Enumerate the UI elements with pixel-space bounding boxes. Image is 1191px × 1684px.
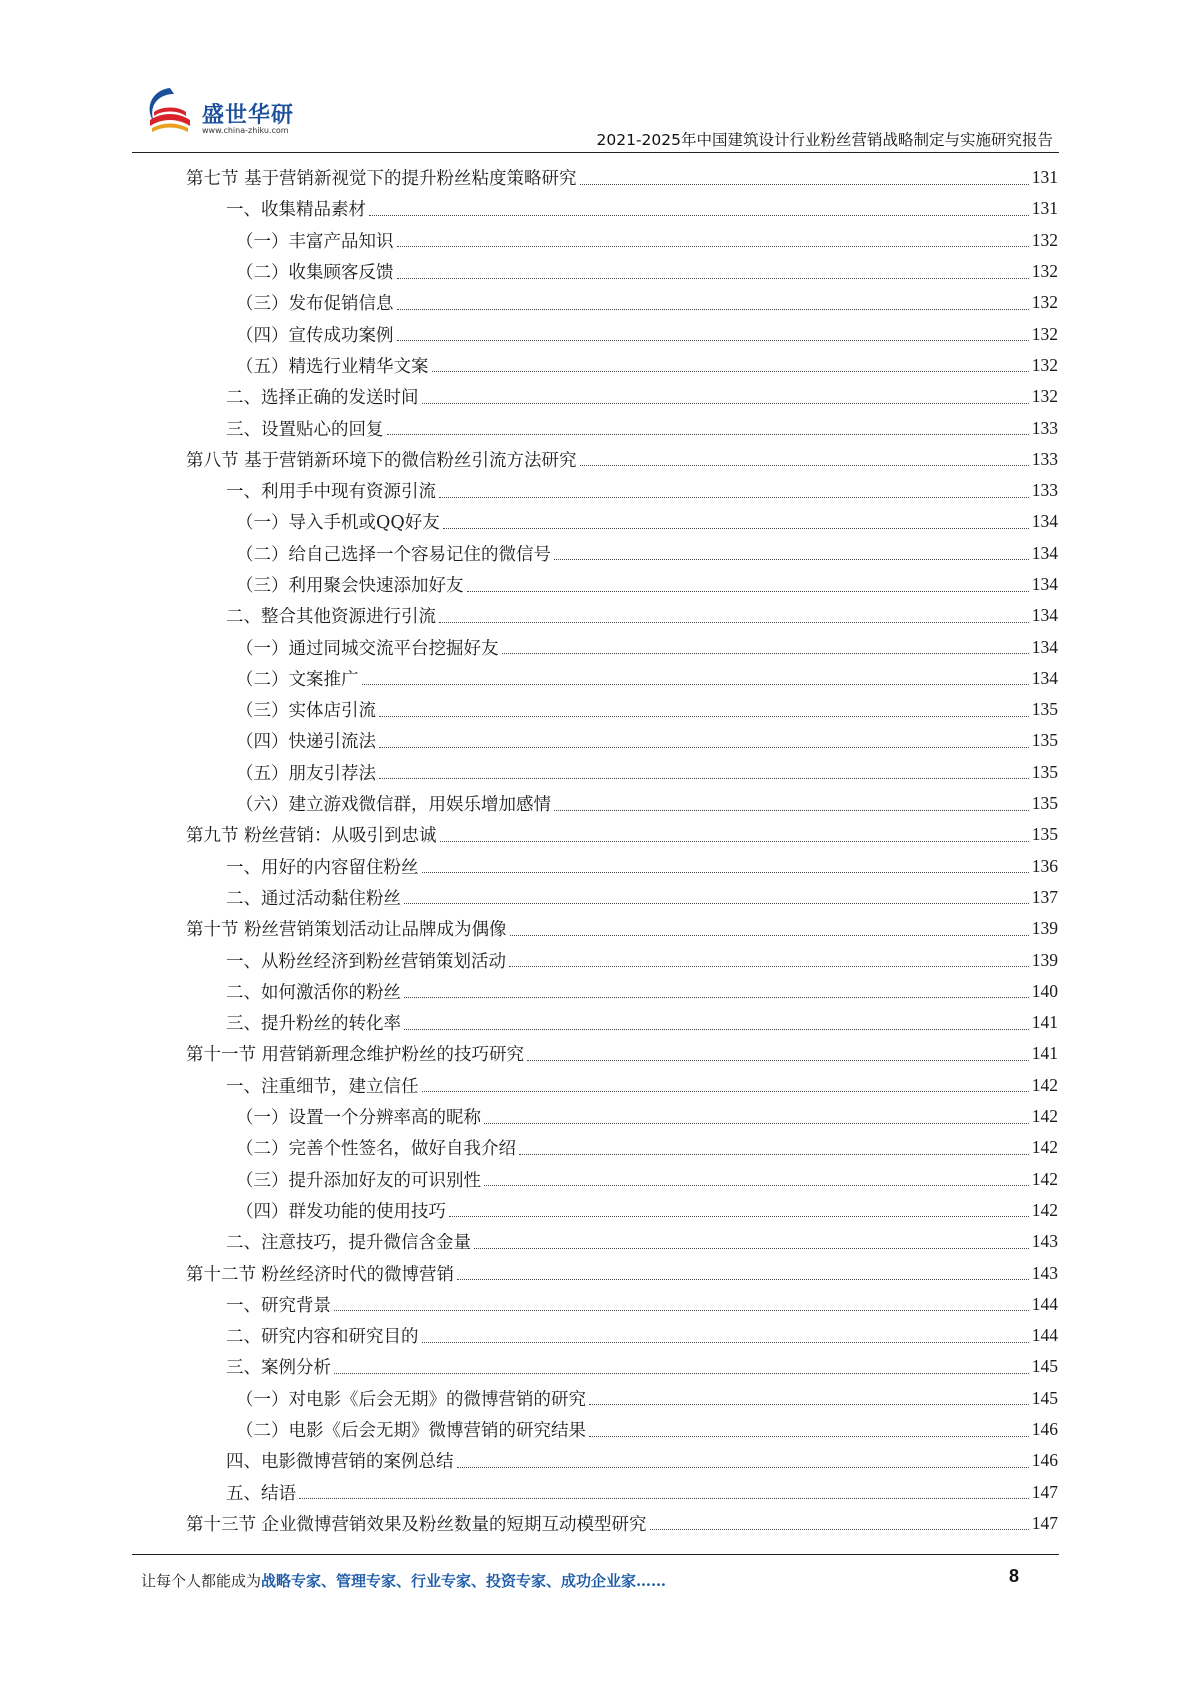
toc-entry-title: 一、注重细节，建立信任 [226,1076,419,1097]
toc-entry-title: （一）对电影《后会无期》的微博营销的研究 [236,1389,586,1410]
toc-entry-title: （一）丰富产品知识 [236,231,394,252]
toc-entry[interactable] [186,1101,1058,1132]
toc-leader-dots [439,496,1029,498]
toc-entry-page: 142 [1031,1074,1058,1095]
toc-entry-title: （六）建立游戏微信群，用娱乐增加感情 [236,795,551,816]
toc-entry[interactable] [186,1132,1058,1163]
toc-leader-dots [422,1341,1029,1343]
header-divider [132,152,1059,153]
toc-entry-title: 第十节 粉丝营销策划活动让品牌成为偶像 [186,920,507,941]
toc-entry[interactable] [186,350,1058,381]
toc-entry[interactable] [186,1257,1058,1288]
toc-leader-dots [554,809,1029,811]
toc-entry-page: 132 [1031,354,1058,375]
toc-entry[interactable] [186,1164,1058,1195]
toc-entry-page: 134 [1031,511,1058,532]
toc-entry-title: （二）文案推广 [236,669,359,690]
toc-leader-dots [397,277,1029,279]
toc-entry-title: （二）给自己选择一个容易记住的微信号 [236,544,551,565]
toc-leader-dots [422,871,1029,873]
toc-leader-dots [457,1466,1029,1468]
toc-entry-page: 144 [1031,1293,1058,1314]
toc-entry[interactable] [186,193,1058,224]
footer-slogan [141,1570,666,1591]
toc-leader-dots [484,1184,1029,1186]
toc-leader-dots [457,1278,1029,1280]
toc-entry-page: 131 [1031,198,1058,219]
toc-entry[interactable] [186,287,1058,318]
toc-leader-dots [589,1435,1029,1437]
toc-entry-page: 133 [1031,480,1058,501]
toc-entry-title: （三）发布促销信息 [236,294,394,315]
toc-entry[interactable] [186,1414,1058,1445]
toc-entry-page: 139 [1031,918,1058,939]
toc-entry[interactable] [186,976,1058,1007]
toc-entry[interactable] [186,944,1058,975]
toc-entry-title: （一）设置一个分辨率高的昵称 [236,1108,481,1129]
toc-entry[interactable] [186,1445,1058,1476]
toc-entry-page: 136 [1031,855,1058,876]
toc-entry-page: 144 [1031,1325,1058,1346]
toc-entry-title: （三）提升添加好友的可识别性 [236,1170,481,1191]
toc-leader-dots [439,621,1029,623]
toc-entry-title: 第十三节 企业微博营销效果及粉丝数量的短期互动模型研究 [186,1514,647,1535]
toc-entry-title: 二、通过活动黏住粉丝 [226,888,401,909]
toc-entry-title: （一）导入手机或QQ好友 [236,513,440,534]
toc-entry[interactable] [186,913,1058,944]
toc-leader-dots [379,746,1029,748]
toc-entry-page: 146 [1031,1450,1058,1471]
toc-entry-title: 二、注意技巧，提升微信含金量 [226,1233,471,1254]
toc-entry-title: 三、提升粉丝的转化率 [226,1014,401,1035]
toc-entry[interactable] [186,631,1058,662]
toc-entry-title: 二、整合其他资源进行引流 [226,607,436,628]
toc-entry-title: 一、利用手中现有资源引流 [226,482,436,503]
toc-leader-dots [422,1090,1029,1092]
toc-entry-title: 一、用好的内容留住粉丝 [226,857,419,878]
toc-entry-title: 一、研究背景 [226,1295,331,1316]
toc-leader-dots [650,1528,1029,1530]
toc-entry[interactable] [186,162,1058,193]
toc-entry[interactable] [186,1508,1058,1539]
toc-entry-title: （四）群发功能的使用技巧 [236,1201,446,1222]
toc-entry-page: 135 [1031,761,1058,782]
toc-entry[interactable] [186,1320,1058,1351]
toc-entry-page: 134 [1031,636,1058,657]
toc-entry-page: 142 [1031,1199,1058,1220]
table-of-contents [186,162,1058,1539]
toc-leader-dots [474,1247,1029,1249]
footer-divider [132,1554,1059,1555]
toc-entry[interactable] [186,694,1058,725]
toc-entry[interactable] [186,1351,1058,1382]
toc-leader-dots [467,590,1029,592]
toc-leader-dots [509,965,1029,967]
toc-entry[interactable] [186,475,1058,506]
toc-entry-title: （二）完善个性签名，做好自我介绍 [236,1139,516,1160]
toc-entry-title: 二、研究内容和研究目的 [226,1327,419,1348]
toc-entry-page: 146 [1031,1419,1058,1440]
toc-entry[interactable] [186,1007,1058,1038]
toc-entry-title: （一）通过同城交流平台挖掘好友 [236,638,499,659]
toc-leader-dots [519,1153,1029,1155]
toc-entry-title: 五、结语 [226,1483,296,1504]
toc-entry[interactable] [186,1476,1058,1507]
toc-leader-dots [449,1215,1029,1217]
toc-entry-page: 132 [1031,323,1058,344]
toc-entry-page: 140 [1031,980,1058,1001]
toc-entry[interactable] [186,600,1058,631]
toc-leader-dots [362,683,1029,685]
document-title: 2021-2025年中国建筑设计行业粉丝营销战略制定与实施研究报告 [596,131,1053,149]
toc-entry-page: 147 [1031,1481,1058,1502]
toc-entry[interactable] [186,725,1058,756]
logo-name: 盛世华研 [202,103,295,128]
toc-entry-page: 143 [1031,1231,1058,1252]
toc-entry-page: 135 [1031,793,1058,814]
toc-entry-title: （四）快递引流法 [236,732,376,753]
toc-leader-dots [379,777,1029,779]
toc-entry-page: 132 [1031,261,1058,282]
toc-entry-page: 133 [1031,417,1058,438]
toc-entry[interactable] [186,851,1058,882]
brand-logo [140,82,330,150]
toc-entry-title: 一、从粉丝经济到粉丝营销策划活动 [226,951,506,972]
toc-leader-dots [397,339,1029,341]
footer-slogan-highlight: 战略专家、管理专家、行业专家、投资专家、成功企业家…… [261,1572,667,1590]
toc-leader-dots [397,245,1029,247]
toc-entry[interactable] [186,819,1058,850]
toc-entry-page: 135 [1031,824,1058,845]
toc-entry-page: 132 [1031,292,1058,313]
toc-entry[interactable] [186,1383,1058,1414]
logo-url: www.china-zhiku.com [202,126,289,135]
toc-entry[interactable] [186,757,1058,788]
toc-leader-dots [589,1403,1029,1405]
footer-slogan-prefix: 让每个人都能成为 [141,1572,262,1590]
toc-entry[interactable] [186,444,1058,475]
toc-entry-title: 第十一节 用营销新理念维护粉丝的技巧研究 [186,1045,525,1066]
toc-entry-page: 134 [1031,605,1058,626]
toc-leader-dots [502,652,1029,654]
toc-entry-title: （五）精选行业精华文案 [236,356,429,377]
toc-leader-dots [443,527,1029,529]
toc-entry[interactable] [186,569,1058,600]
toc-entry-page: 134 [1031,667,1058,688]
toc-entry-page: 145 [1031,1356,1058,1377]
logo-emblem-icon [140,82,200,142]
toc-entry[interactable] [186,318,1058,349]
toc-entry-title: 二、如何激活你的粉丝 [226,982,401,1003]
toc-entry-title: 三、设置贴心的回复 [226,419,384,440]
toc-entry-title: 第七节 基于营销新视觉下的提升粉丝粘度策略研究 [186,169,577,190]
toc-entry[interactable] [186,506,1058,537]
toc-entry-page: 147 [1031,1512,1058,1533]
toc-entry[interactable] [186,1226,1058,1257]
toc-entry[interactable] [186,412,1058,443]
toc-entry-title: 第九节 粉丝营销：从吸引到忠诚 [186,826,437,847]
toc-entry-page: 145 [1031,1387,1058,1408]
toc-entry-page: 134 [1031,542,1058,563]
toc-leader-dots [510,934,1029,936]
toc-leader-dots [299,1497,1029,1499]
toc-leader-dots [397,308,1029,310]
toc-entry[interactable] [186,256,1058,287]
toc-leader-dots [484,1122,1029,1124]
toc-leader-dots [334,1309,1029,1311]
toc-leader-dots [387,433,1029,435]
toc-entry-page: 135 [1031,730,1058,751]
toc-entry-title: 一、收集精品素材 [226,200,366,221]
toc-entry[interactable] [186,788,1058,819]
toc-leader-dots [404,996,1029,998]
toc-entry-page: 142 [1031,1106,1058,1127]
toc-entry[interactable] [186,882,1058,913]
toc-entry-page: 142 [1031,1168,1058,1189]
toc-entry-title: （四）宣传成功案例 [236,325,394,346]
page-number: 8 [1008,1566,1019,1586]
toc-entry-page: 137 [1031,886,1058,907]
toc-entry-page: 134 [1031,574,1058,594]
toc-entry-page: 133 [1031,448,1058,469]
toc-leader-dots [554,558,1029,560]
toc-leader-dots [432,370,1029,372]
toc-entry-title: （三）利用聚会快速添加好友 [236,576,464,596]
toc-entry-title: 第十二节 粉丝经济时代的微博营销 [186,1264,455,1285]
toc-entry[interactable] [186,1070,1058,1101]
toc-leader-dots [369,214,1029,216]
toc-entry[interactable] [186,1038,1058,1069]
toc-entry-page: 142 [1031,1137,1058,1158]
toc-entry-title: （二）收集顾客反馈 [236,263,394,284]
toc-entry[interactable] [186,225,1058,256]
toc-entry-page: 132 [1031,386,1058,407]
toc-leader-dots [404,1028,1029,1030]
toc-entry-title: （二）电影《后会无期》微博营销的研究结果 [236,1421,586,1442]
toc-entry-title: （三）实体店引流 [236,701,376,722]
toc-leader-dots [379,715,1029,717]
toc-leader-dots [440,840,1029,842]
toc-leader-dots [404,902,1029,904]
toc-leader-dots [422,402,1029,404]
toc-entry-title: 第八节 基于营销新环境下的微信粉丝引流方法研究 [186,450,577,471]
toc-leader-dots [580,464,1029,466]
toc-entry-page: 141 [1031,1012,1058,1033]
toc-entry-title: 三、案例分析 [226,1358,331,1379]
toc-entry-page: 135 [1031,699,1058,720]
toc-entry-title: 四、电影微博营销的案例总结 [226,1452,454,1473]
toc-entry-page: 143 [1031,1262,1058,1283]
toc-entry-title: 二、选择正确的发送时间 [226,388,419,409]
toc-leader-dots [334,1372,1029,1374]
toc-entry[interactable] [186,381,1058,412]
toc-leader-dots [527,1059,1029,1061]
toc-leader-dots [580,183,1029,185]
toc-entry-page: 132 [1031,229,1058,250]
toc-entry[interactable] [186,538,1058,569]
toc-entry[interactable] [186,1289,1058,1320]
toc-entry-page: 139 [1031,949,1058,970]
toc-entry-title: （五）朋友引荐法 [236,763,376,784]
toc-entry-page: 131 [1031,167,1058,188]
toc-entry[interactable] [186,1195,1058,1226]
toc-entry[interactable] [186,663,1058,694]
toc-entry-page: 141 [1031,1043,1058,1064]
